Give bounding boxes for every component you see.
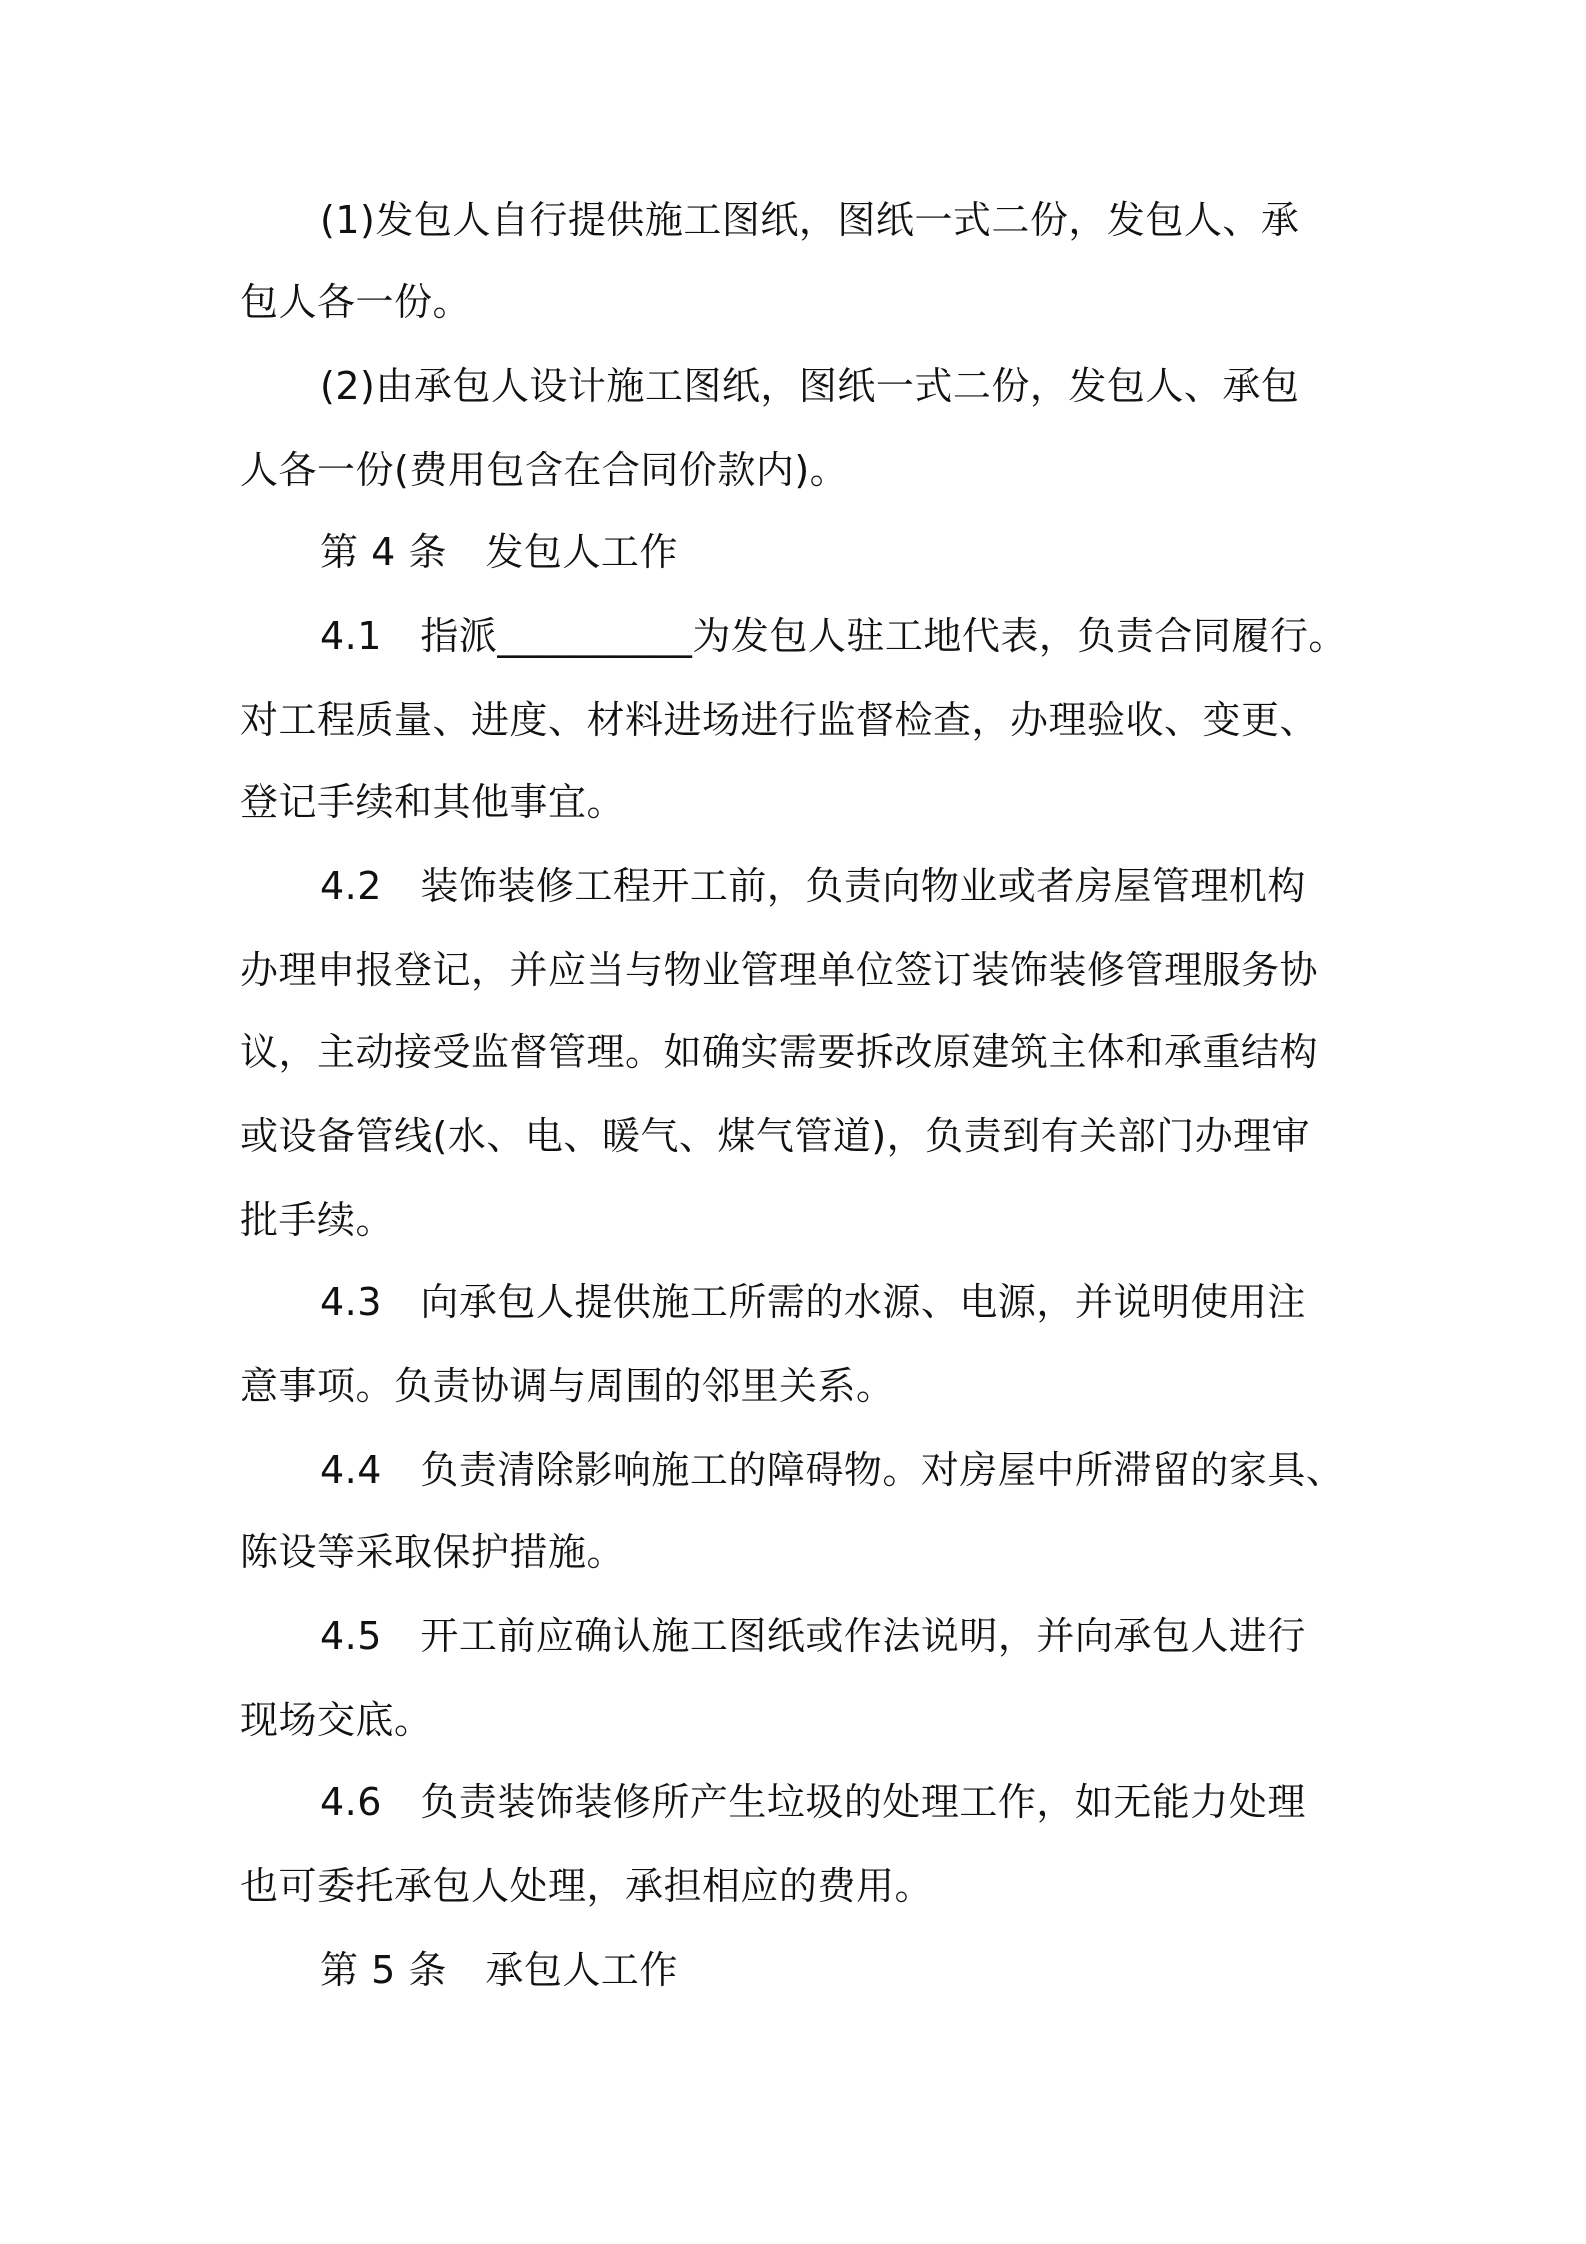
text-line: 对工程质量、进度、材料进场进行监督检查，办理验收、变更、: [240, 698, 1319, 742]
text-line: 或设备管线(水、电、暖气、煤气管道)，负责到有关部门办理审: [240, 1114, 1311, 1158]
text-line: (2)由承包人设计施工图纸，图纸一式二份，发包人、承包: [320, 364, 1300, 408]
text-line: 也可委托承包人处理，承担相应的费用。: [240, 1864, 934, 1908]
text-line: 批手续。: [240, 1198, 395, 1242]
article-heading: 第 4 条 发包人工作: [320, 530, 678, 574]
text-line: 议，主动接受监督管理。如确实需要拆改原建筑主体和承重结构: [240, 1030, 1319, 1074]
text-line: 4.2 装饰装修工程开工前，负责向物业或者房屋管理机构: [320, 864, 1306, 908]
text-line: 现场交底。: [240, 1698, 433, 1742]
text-line: 4.1 指派__________为发包人驻工地代表，负责合同履行。: [320, 614, 1347, 658]
text-line: 人各一份(费用包含在合同价款内)。: [240, 448, 849, 492]
text-line: 4.6 负责装饰装修所产生垃圾的处理工作，如无能力处理: [320, 1780, 1306, 1824]
text-line: 陈设等采取保护措施。: [240, 1530, 626, 1574]
text-line: (1)发包人自行提供施工图纸，图纸一式二份，发包人、承: [320, 198, 1300, 242]
text-line: 办理申报登记，并应当与物业管理单位签订装饰装修管理服务协: [240, 948, 1319, 992]
text-line: 登记手续和其他事宜。: [240, 780, 626, 824]
article-heading: 第 5 条 承包人工作: [320, 1948, 678, 1992]
text-line: 包人各一份。: [240, 280, 472, 324]
text-line: 意事项。负责协调与周围的邻里关系。: [240, 1364, 895, 1408]
text-line: 4.5 开工前应确认施工图纸或作法说明，并向承包人进行: [320, 1614, 1306, 1658]
text-line: 4.3 向承包人提供施工所需的水源、电源，并说明使用注: [320, 1280, 1306, 1324]
text-line: 4.4 负责清除影响施工的障碍物。对房屋中所滞留的家具、: [320, 1448, 1345, 1492]
